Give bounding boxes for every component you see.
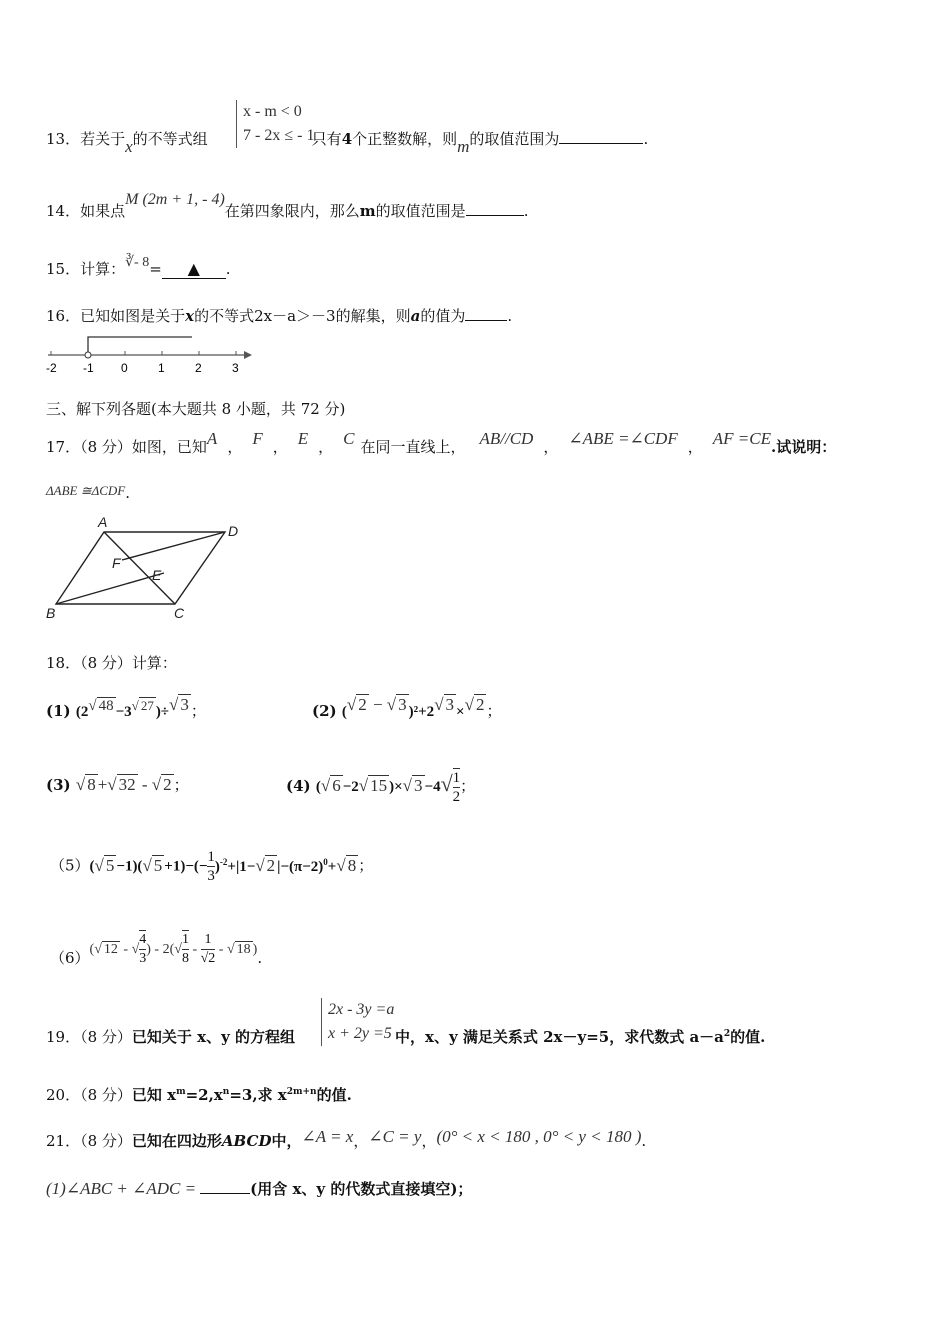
q18-part6: （6）(√ 12 - √ $\frac{4}{3}$ ) - 2(√ $\frac{1}{8}$ - $\frac{1}{√2}$ - √ 18 ). <box>50 931 263 967</box>
label-D: D <box>228 523 239 539</box>
q16 <box>46 305 512 326</box>
q21-score: （8 分） <box>80 1132 132 1150</box>
q17-cond1: AB//CD <box>479 429 534 448</box>
q17-E: E <box>297 429 309 448</box>
q14-end: . <box>523 202 529 220</box>
q19-text2: 中，x、y 满足关系式 2x－y=5，求代数式 a－a <box>395 1028 724 1046</box>
q16-text1: 已知如图是关于 <box>80 307 186 325</box>
label-B: B <box>46 605 56 621</box>
q15-expression: ∛- 8 <box>125 255 150 270</box>
q17-F: F <box>252 429 263 448</box>
q16-end: . <box>507 307 513 325</box>
q17-A: A <box>206 429 218 448</box>
q18-part3: (3) √ 8 +√ 32 - √ 2 ； <box>46 775 189 794</box>
q21-sub1 <box>46 1178 472 1199</box>
q17-text1: 如图，已知 <box>131 438 207 456</box>
q17-number: 17． <box>46 438 81 456</box>
q13-number: 13． <box>46 130 81 148</box>
q18-part2: (2) (√ 2 − √ 3 )²+2√ 3 ×√ 2 ； <box>312 695 502 720</box>
q17-text3: .试说明： <box>770 438 837 456</box>
q20-sup3: 2m+n <box>286 1087 317 1097</box>
q16-a: a <box>410 307 421 325</box>
q13-sys-line2: 7 - 2x ≤ - 1 <box>243 127 315 144</box>
q18-p5-label: （5） <box>50 856 90 875</box>
label-F: F <box>112 555 121 571</box>
q13-var-x: x <box>125 137 133 156</box>
q20-text3: =3,求 x <box>229 1086 287 1104</box>
q20-score: （8 分） <box>80 1086 132 1104</box>
label-C: C <box>174 605 185 621</box>
q15-end: . <box>225 260 231 278</box>
q13-text2: 的不等式组 <box>132 130 208 148</box>
q14-answer-blank[interactable] <box>466 201 524 216</box>
q20-number: 20． <box>46 1086 81 1104</box>
q18-p2-label: (2) <box>312 702 337 720</box>
q18-p3-label: (3) <box>46 776 71 794</box>
q14 <box>46 191 529 221</box>
q20-text2: =2,x <box>185 1086 223 1104</box>
axis-label: -1 <box>83 361 94 375</box>
q15-answer-blank[interactable] <box>162 259 226 279</box>
q19-sys-line2: x + 2y =5 <box>328 1025 392 1042</box>
q13-text4: 个正整数解，则 <box>352 130 458 148</box>
q16-inequality: 2x－a＞－3 <box>254 307 336 325</box>
q13-answer-blank[interactable] <box>559 129 643 144</box>
q19-text1: 已知关于 x、y 的方程组 <box>131 1028 296 1046</box>
q21-abcd: ABCD <box>221 1132 272 1150</box>
axis-label: 1 <box>158 361 165 375</box>
q21-number: 21． <box>46 1132 81 1150</box>
q14-point: M (2m + 1, - 4) <box>125 191 225 208</box>
q14-number: 14． <box>46 202 81 220</box>
q17-goal-expr: ΔABE ≅ΔCDF <box>46 483 126 498</box>
q17-goal-end: . <box>125 484 131 502</box>
q21-cond1: ∠A = x <box>301 1127 354 1146</box>
q16-number-line <box>40 330 260 376</box>
axis-label: 2 <box>195 361 202 375</box>
q17-score: （8 分） <box>80 438 132 456</box>
q16-text4: 的值为 <box>420 307 466 325</box>
q14-text2: 在第四象限内，那么 <box>224 202 360 220</box>
q14-m: m <box>359 202 376 220</box>
q16-text2: 的不等式 <box>194 307 255 325</box>
q20 <box>46 1084 352 1105</box>
q13-text1: 若关于 <box>80 130 126 148</box>
q20-sup2: n <box>222 1087 230 1097</box>
q19-sup: 2 <box>723 1029 731 1039</box>
q17-figure <box>40 512 260 627</box>
q19 <box>46 1026 765 1047</box>
q20-text4: 的值. <box>316 1086 352 1104</box>
q19-number: 19． <box>46 1028 81 1046</box>
q17-goal <box>46 484 130 502</box>
q20-text1: 已知 x <box>131 1086 177 1104</box>
q17: 17．（8 分）如图，已知A ， F ， E ， C 在同一直线上， AB//CD ， ∠ABE =∠CDF ， AF =CE.试说明： <box>46 429 837 456</box>
axis-label: 3 <box>232 361 239 375</box>
q14-text1: 如果点 <box>80 202 126 220</box>
q21-cond2: ∠C = y <box>368 1127 422 1146</box>
q21-end: . <box>641 1132 647 1150</box>
q15-triangle-icon: ▲ <box>187 259 200 278</box>
q21-text2: 中， <box>271 1132 302 1150</box>
q18-p6-label: （6） <box>50 949 90 967</box>
q17-cond3: AF =CE <box>712 429 771 448</box>
axis-label: 0 <box>121 361 128 375</box>
q15-text1: 计算： <box>80 260 126 278</box>
q18-p1-label: (1) <box>46 702 71 720</box>
q16-text3: 的解集，则 <box>335 307 411 325</box>
q21-sub1-expr: (1)∠ABC + ∠ADC = <box>46 1179 197 1198</box>
q16-answer-blank[interactable] <box>465 306 507 321</box>
q13 <box>46 128 649 156</box>
q15-equals: = <box>149 260 162 278</box>
q13-text5: 的取值范围为 <box>469 130 560 148</box>
q21-range: (0° < x < 180 , 0° < y < 180 ) <box>436 1127 642 1146</box>
q21-sub1-blank[interactable] <box>200 1179 250 1194</box>
q17-cond2: ∠ABE =∠CDF <box>568 429 678 448</box>
q18-part5: （5）(√ 5 −1)(√ 5 +1)−(− $\frac{1}{3}$ )$^{-2}$+|1−√ 2 $|-(\pi-2)^0+√$ 8 ； <box>50 849 374 884</box>
q18-text1: 计算： <box>131 654 177 672</box>
axis-label: -2 <box>46 361 57 375</box>
label-A: A <box>98 514 108 530</box>
q16-number: 16． <box>46 307 81 325</box>
q15-number: 15． <box>46 260 81 278</box>
q13-four: 4 <box>341 130 353 148</box>
q18-part1: (1) (2√ 48 −3√ 27 )÷√ 3 ； <box>46 695 206 720</box>
q18-score: （8 分） <box>80 654 132 672</box>
q16-x: x <box>185 307 195 325</box>
q13-end: . <box>643 130 649 148</box>
q19-text3: 的值. <box>730 1028 766 1046</box>
q18-part4: (4) (√ 6 −2√ 15 )×√ 3 −4√ $\frac{1}{2}$ ； <box>286 770 476 805</box>
q18 <box>46 652 177 673</box>
q18-number: 18． <box>46 654 81 672</box>
q14-text3: 的取值范围是 <box>375 202 466 220</box>
section-heading: 三、解下列各题(本大题共 8 小题，共 72 分) <box>46 400 346 418</box>
q20-sup1: m <box>176 1087 186 1097</box>
q21-sub1-text: (用含 x、y 的代数式直接填空)； <box>250 1180 473 1198</box>
q18-p4-label: (4) <box>286 777 311 795</box>
q13-sys-line1: x - m < 0 <box>243 103 302 120</box>
q21-text1: 已知在四边形 <box>131 1132 222 1150</box>
label-E: E <box>152 567 162 583</box>
q13-text3: 只有 <box>311 130 342 148</box>
q17-text2: 在同一直线上， <box>360 438 466 456</box>
q17-C: C <box>343 429 355 448</box>
q19-score: （8 分） <box>80 1028 132 1046</box>
q21: 21．（8 分）已知在四边形ABCD中，∠A = x，∠C = y，(0° < x < 180 , 0° < y < 180 ). <box>46 1127 647 1150</box>
q13-var-m: m <box>457 137 470 156</box>
q19-sys-line1: 2x - 3y =a <box>328 1001 395 1018</box>
q15 <box>46 255 231 279</box>
